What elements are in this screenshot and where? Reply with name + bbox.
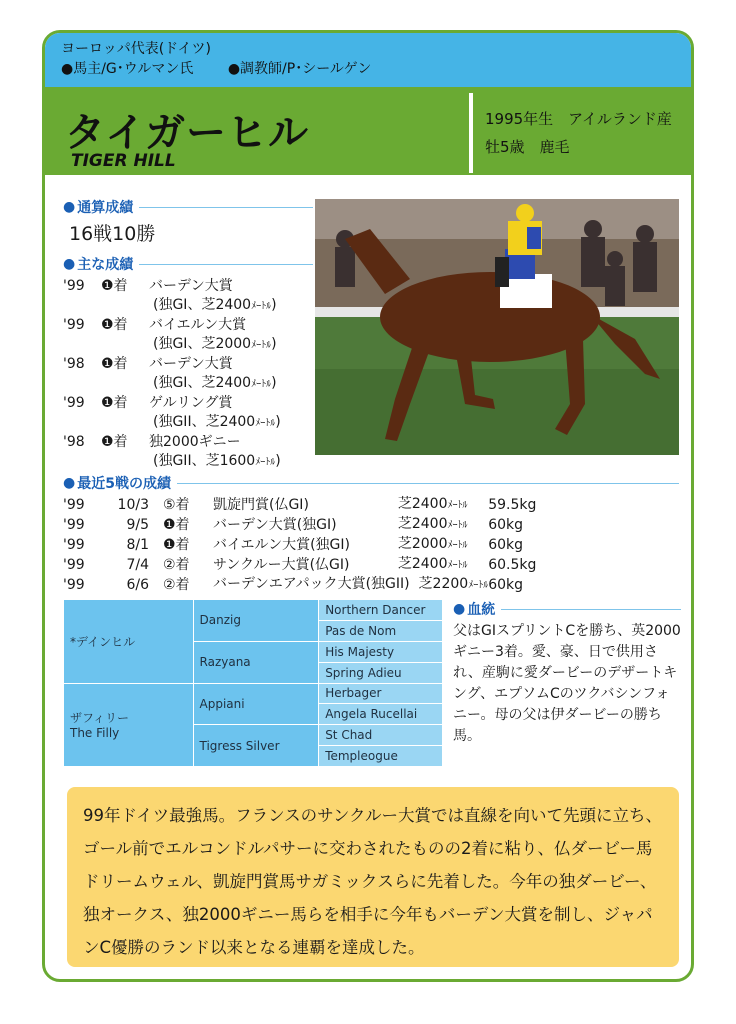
bloodline-text: 父はGIスプリントCを勝ち、英2000ギニー3着。愛、豪、日で供用され、産駒に愛ダービーのデザートキング、エプソムCのツクバシンフォニー。母の父は伊ダービーの勝ち馬。 (453, 623, 681, 744)
horse-profile (485, 105, 672, 161)
horse-photo-illustration (315, 199, 679, 455)
recent-results (63, 473, 679, 595)
major-result: '98 ❶着 独2000ギニー (独GII、芝1600ﾒｰﾄﾙ) (63, 434, 281, 469)
title-band (45, 87, 691, 175)
career-heading: ● 通算成績 (63, 197, 313, 217)
pedigree-sire-dam: Razyana (193, 641, 319, 683)
bullet-icon: ● (63, 475, 76, 491)
region-label: ヨーロッパ代表(ドイツ) (61, 41, 211, 57)
major-results-list (63, 277, 313, 472)
summary-box: 99年ドイツ最強馬。フランスのサンクルー大賞では直線を向いて先頭に立ち、ゴール前でエルコンドルパサーに交わされたものの2着に粘り、仏ダービー馬ドリームウェル、凱旋門賞馬サガミックスらに先着した。今年の独ダービー、独オークス、独2000ギニー馬らを相手に今年もバーデン大賞を制し、ジャパンC優勝のランド以来となる連覇を達成した。 (67, 787, 679, 967)
table-row: '99 9/5 ❶着 バーデン大賞(独GI) 芝2400ﾒｰﾄﾙ 60kg (63, 516, 523, 533)
bloodline-section (453, 599, 681, 747)
heading-rule (139, 264, 313, 265)
birth-info: 1995年生 アイルランド産 (485, 110, 672, 128)
pedigree-sire-sire: Danzig (193, 600, 319, 642)
heading-rule (501, 609, 681, 610)
table-row: '99 7/4 ②着 サンクルー大賞(仏GI) 芝2400ﾒｰﾄﾙ 60.5kg (63, 556, 537, 573)
name-box (51, 93, 469, 173)
race-photo (315, 199, 679, 455)
recent-results-table (63, 495, 536, 595)
pedigree-sire: *デインヒル (64, 600, 194, 684)
bloodline-heading: ● 血統 (453, 599, 681, 619)
heading-rule (177, 483, 679, 484)
bullet-icon: ● (453, 601, 466, 617)
pedigree-gp: Angela Rucellai (319, 704, 443, 725)
trainer-label: ●調教師/P･シールゲン (227, 61, 372, 77)
major-result: '99 ❶着 バイエルン大賞 (独GI、芝2000ﾒｰﾄﾙ) (63, 317, 277, 352)
owner-label: ●馬主/G･ウルマン氏 (61, 61, 194, 77)
pedigree-gp: His Majesty (319, 641, 443, 662)
horse-name-ja: タイガーヒル (65, 110, 309, 156)
table-row: '99 10/3 ⑤着 凱旋門賞(仏GI) 芝2400ﾒｰﾄﾙ 59.5kg (63, 496, 537, 513)
pedigree-gp: St Chad (319, 725, 443, 746)
pedigree-gp: Templeogue (319, 746, 443, 767)
table-row: '99 8/1 ❶着 バイエルン大賞(独GI) 芝2000ﾒｰﾄﾙ 60kg (63, 536, 523, 553)
pedigree-dam-dam: Tigress Silver (193, 725, 319, 767)
table-row: '99 6/6 ②着 バーデンエアパック大賞(独GII) 芝2200ﾒｰﾄﾙ 60kg (63, 576, 523, 593)
pedigree-gp: Herbager (319, 683, 443, 704)
results-column (63, 197, 313, 472)
bullet-icon: ● (63, 199, 76, 215)
bullet-icon: ● (63, 256, 76, 272)
pedigree-gp: Pas de Nom (319, 620, 443, 641)
horse-card (42, 30, 694, 982)
sex-age-color: 牡5歳 鹿毛 (485, 138, 570, 156)
pedigree-dam: ザフィリー The Filly (64, 683, 194, 767)
header-band (45, 33, 691, 87)
major-result: '98 ❶着 バーデン大賞 (独GI、芝2400ﾒｰﾄﾙ) (63, 356, 277, 391)
pedigree-table (63, 599, 443, 767)
major-result: '99 ❶着 ゲルリング賞 (独GII、芝2400ﾒｰﾄﾙ) (63, 395, 281, 430)
pedigree-dam-sire: Appiani (193, 683, 319, 725)
recent-heading: ● 最近5戦の成績 (63, 473, 679, 493)
major-heading: ● 主な成績 (63, 254, 313, 274)
pedigree-gp: Spring Adieu (319, 662, 443, 683)
heading-rule (139, 207, 313, 208)
title-divider (469, 93, 473, 173)
horse-name-en: TIGER HILL (71, 151, 176, 171)
pedigree-gp: Northern Dancer (319, 600, 443, 621)
career-record: 16戦10勝 (69, 223, 156, 245)
major-result: '99 ❶着 バーデン大賞 (独GI、芝2400ﾒｰﾄﾙ) (63, 278, 277, 313)
